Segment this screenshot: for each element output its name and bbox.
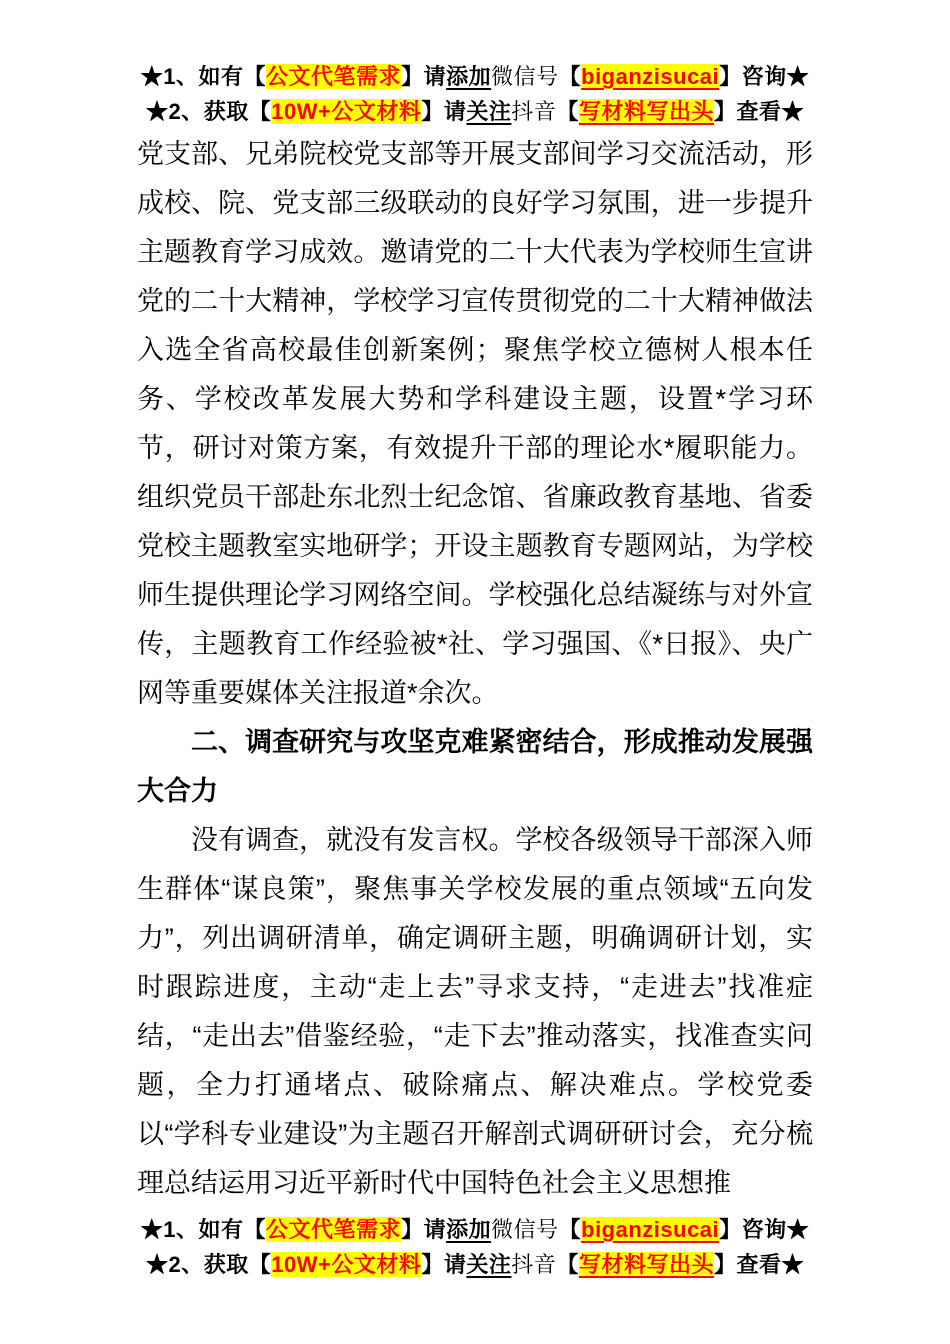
promo-segment: 【 bbox=[558, 1217, 582, 1242]
promo-segment: 微信号 bbox=[491, 64, 559, 89]
promo-segment: 】查看★ bbox=[713, 1252, 804, 1277]
promo-segment: 10W+公文材料 bbox=[271, 1252, 422, 1277]
body-paragraph: 党支部、兄弟院校党支部等开展支部间学习交流活动，形成校、院、党支部三级联动的良好学习氛围，进一步提升主题教育学习成效。邀请党的二十大代表为学校师生宣讲党的二十大精神，学校学习宣传贯彻党的二十大精神做法入选全省高校最佳创新案例；聚焦学校立德树人根本任务、学校改革发展大势和学科建设主题，设置*学习环节，研讨对策方案，有效提升干部的理论水*履职能力。组织党员干部赴东北烈士纪念馆、省廉政教育基地、省委党校主题教室实地研学；开设主题教育专题网站，为学校师生提供理论学习网络空间。学校强化总结凝练与对外宣传，主题教育工作经验被*社、学习强国、《*日报》、央广网等重要媒体关注报道*余次。 bbox=[137, 139, 813, 708]
promo-segment: 】咨询★ bbox=[719, 64, 810, 89]
document-body bbox=[137, 130, 813, 1208]
footer-promo-banner bbox=[0, 1212, 950, 1282]
promo-segment: 【 bbox=[558, 64, 582, 89]
header-promo-banner bbox=[0, 0, 950, 129]
promo-segment: 【 bbox=[556, 99, 579, 124]
promo-segment: ★2、获取【 bbox=[146, 99, 272, 124]
header-promo-line-2 bbox=[0, 94, 950, 129]
promo-segment: 写材料写出头 bbox=[578, 1252, 714, 1277]
promo-segment: 抖音 bbox=[511, 99, 557, 124]
promo-segment: 【 bbox=[556, 1252, 579, 1277]
promo-segment: biganzisucai bbox=[581, 1217, 720, 1242]
body-paragraph: 没有调查，就没有发言权。学校各级领导干部深入师生群体“谋良策”，聚焦事关学校发展的重点领域“五向发力”，列出调研清单，确定调研主题，明确调研计划，实时跟踪进度，主动“走上去”寻求支持，“走进去”找准症结，“走出去”借鉴经验，“走下去”推动落实，找准查实问题，全力打通堵点、破除痛点、解决难点。学校党委以“学科专业建设”为主题召开解剖式调研研讨会，充分梳理总结运用习近平新时代中国特色社会主义思想推 bbox=[137, 825, 813, 1198]
header-promo-line-1 bbox=[0, 59, 950, 94]
promo-segment: 关注 bbox=[466, 99, 512, 124]
promo-segment: 】咨询★ bbox=[719, 1217, 810, 1242]
promo-segment: ★1、如有【 bbox=[140, 64, 267, 89]
promo-segment: 公文代笔需求 bbox=[266, 64, 402, 89]
section-heading: 二、调查研究与攻坚克难紧密结合，形成推动发展强大合力 bbox=[137, 727, 813, 806]
promo-segment: 抖音 bbox=[511, 1252, 557, 1277]
promo-segment: 添加 bbox=[446, 1217, 492, 1242]
promo-segment: biganzisucai bbox=[581, 64, 720, 89]
promo-segment: 】请 bbox=[401, 1217, 447, 1242]
promo-segment: 写材料写出头 bbox=[578, 99, 714, 124]
promo-segment: 】查看★ bbox=[713, 99, 804, 124]
promo-segment: 】请 bbox=[421, 1252, 467, 1277]
promo-segment: 公文代笔需求 bbox=[266, 1217, 402, 1242]
promo-segment: 】请 bbox=[401, 64, 447, 89]
footer-promo-line-2 bbox=[0, 1247, 950, 1282]
promo-segment: 关注 bbox=[466, 1252, 512, 1277]
promo-segment: 10W+公文材料 bbox=[271, 99, 422, 124]
footer-promo-line-1 bbox=[0, 1212, 950, 1247]
promo-segment: 添加 bbox=[446, 64, 492, 89]
promo-segment: ★2、获取【 bbox=[146, 1252, 272, 1277]
promo-segment: 微信号 bbox=[491, 1217, 559, 1242]
promo-segment: 】请 bbox=[421, 99, 467, 124]
promo-segment: ★1、如有【 bbox=[140, 1217, 267, 1242]
